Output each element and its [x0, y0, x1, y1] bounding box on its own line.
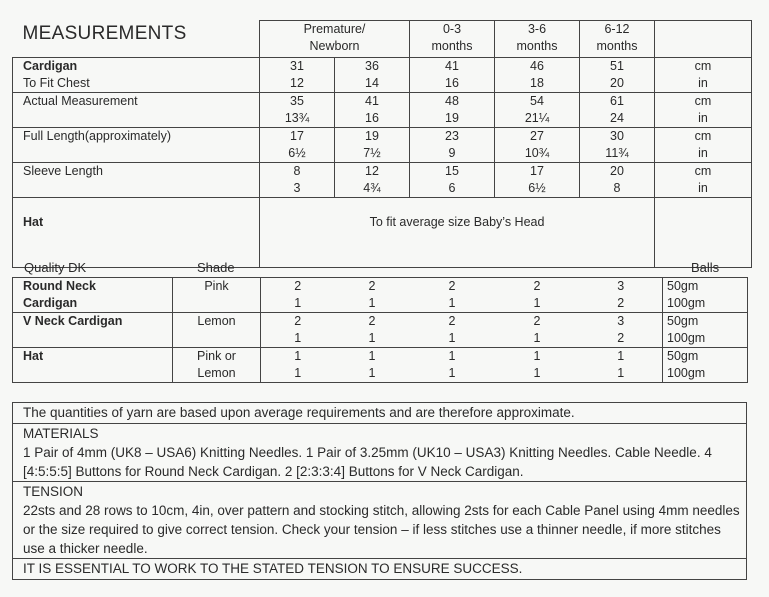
qty-cell — [410, 278, 495, 313]
value-cell — [335, 128, 410, 163]
value-cell — [580, 128, 655, 163]
in-value: 6½ — [528, 181, 546, 195]
value-cell — [580, 163, 655, 198]
measurement-row-hat — [13, 198, 752, 268]
size-header-newborn: Premature/ Newborn — [260, 21, 410, 58]
qty-cell — [410, 348, 495, 383]
in-value: 12 — [290, 76, 304, 90]
qty-cell — [580, 278, 663, 313]
yarn-quality: Quality DK — [24, 260, 87, 275]
size-header-0-3: 0-3 months — [410, 21, 495, 58]
cm-value: 48 — [445, 94, 459, 108]
tension-header: TENSION — [23, 484, 84, 499]
in-value: 8 — [613, 181, 621, 195]
weight-cell — [663, 313, 748, 348]
row-label-main: Cardigan — [23, 59, 78, 73]
unit-cm: cm — [694, 59, 712, 73]
hat-label: Hat — [13, 198, 260, 268]
row-label — [13, 58, 260, 93]
cm-value: 31 — [290, 59, 304, 73]
value-cell — [495, 128, 580, 163]
qty-50: 2 — [533, 279, 541, 293]
qty-100: 1 — [294, 366, 302, 380]
unit-header-empty — [655, 21, 752, 58]
qty-50: 3 — [617, 314, 625, 328]
yarn-row-v-neck — [13, 313, 748, 348]
weight-50: 50gm — [667, 279, 699, 293]
weight-100: 100gm — [667, 366, 706, 380]
row-label-sub: To Fit Chest — [23, 76, 90, 90]
cm-value: 54 — [530, 94, 544, 108]
qty-100: 1 — [368, 331, 376, 345]
weight-50: 50gm — [667, 349, 699, 363]
qty-50: 2 — [448, 314, 456, 328]
row-label-main: Sleeve Length — [23, 164, 103, 178]
cm-value: 17 — [530, 164, 544, 178]
qty-cell — [335, 348, 410, 383]
qty-100: 1 — [533, 366, 541, 380]
value-cell — [495, 93, 580, 128]
cm-value: 35 — [290, 94, 304, 108]
unit-cell — [655, 93, 752, 128]
shade-cell: Pink or Lemon — [173, 348, 261, 383]
hat-fit-text: To fit average size Baby’s Head — [260, 198, 655, 268]
measurements-table — [12, 20, 752, 268]
in-value: 4¾ — [363, 181, 381, 195]
yarn-item-label: V Neck Cardigan — [13, 313, 173, 348]
tension-warning: IT IS ESSENTIAL TO WORK TO THE STATED TENSION TO ENSURE SUCCESS. — [13, 559, 747, 580]
value-cell — [410, 163, 495, 198]
row-label-main: Full Length(approximately) — [23, 129, 171, 143]
materials-header: MATERIALS — [23, 426, 99, 441]
qty-100: 1 — [368, 296, 376, 310]
in-value: 19 — [445, 111, 459, 125]
measurements-title-cell — [13, 21, 260, 58]
unit-cm: cm — [694, 129, 712, 143]
unit-cell — [655, 128, 752, 163]
qty-cell — [580, 313, 663, 348]
qty-100: 1 — [294, 331, 302, 345]
qty-100: 1 — [448, 331, 456, 345]
qty-100: 1 — [448, 366, 456, 380]
qty-cell — [495, 348, 580, 383]
qty-50: 2 — [368, 314, 376, 328]
unit-cm: cm — [694, 94, 712, 108]
yarn-row-hat — [13, 348, 748, 383]
qty-cell — [580, 348, 663, 383]
in-value: 18 — [530, 76, 544, 90]
weight-cell — [663, 348, 748, 383]
yarn-item-label: Round Neck Cardigan — [13, 278, 173, 313]
qty-cell — [495, 278, 580, 313]
qty-100: 2 — [617, 296, 625, 310]
in-value: 21¼ — [524, 111, 550, 125]
in-value: 16 — [365, 111, 379, 125]
in-value: 14 — [365, 76, 379, 90]
qty-100: 2 — [617, 331, 625, 345]
qty-50: 3 — [617, 279, 625, 293]
shade-cell: Pink — [173, 278, 261, 313]
in-value: 9 — [448, 146, 456, 160]
unit-cell — [655, 58, 752, 93]
qty-50: 1 — [294, 349, 302, 363]
in-value: 13¾ — [284, 111, 310, 125]
in-value: 7½ — [363, 146, 381, 160]
unit-in: in — [698, 181, 708, 195]
qty-100: 1 — [533, 331, 541, 345]
yarn-table — [12, 277, 748, 383]
cm-value: 19 — [365, 129, 379, 143]
in-value: 16 — [445, 76, 459, 90]
materials-box — [12, 402, 747, 580]
value-cell — [335, 163, 410, 198]
cm-value: 30 — [610, 129, 624, 143]
measurement-row-sleeve — [13, 163, 752, 198]
materials-text: 1 Pair of 4mm (UK8 – USA6) Knitting Needles. 1 Pair of 3.25mm (UK10 – USA3) Knitting Needles. Cable Needle. 4 [4:5:5:5] Buttons for Round Neck Cardigan. 2 [2:3:3:4] Buttons for V Neck Cardigan. — [23, 445, 712, 479]
qty-cell — [335, 278, 410, 313]
weight-100: 100gm — [667, 331, 706, 345]
unit-in: in — [698, 111, 708, 125]
value-cell — [410, 128, 495, 163]
qty-50: 2 — [294, 279, 302, 293]
qty-50: 1 — [533, 349, 541, 363]
materials-section — [13, 424, 747, 482]
cm-value: 41 — [445, 59, 459, 73]
measurement-row-chest — [13, 58, 752, 93]
tension-text: 22sts and 28 rows to 10cm, 4in, over pattern and stocking stitch, allowing 2sts for each Cable Panel using 4mm needles or the size required to give correct tension. Check your tension – if less stitches use a thinner needle, if more stitches use a thicker needle. — [23, 503, 740, 556]
qty-50: 1 — [368, 349, 376, 363]
cm-value: 23 — [445, 129, 459, 143]
qty-100: 1 — [294, 296, 302, 310]
in-value: 6 — [448, 181, 456, 195]
measurements-title: MEASUREMENTS — [22, 22, 187, 44]
qty-50: 1 — [448, 349, 456, 363]
qty-cell — [335, 313, 410, 348]
qty-cell — [261, 278, 335, 313]
row-label-main: Actual Measurement — [23, 94, 138, 108]
row-label — [13, 128, 260, 163]
value-cell — [335, 58, 410, 93]
in-value: 3 — [293, 181, 301, 195]
tension-section — [13, 482, 747, 559]
cm-value: 27 — [530, 129, 544, 143]
value-cell — [260, 163, 335, 198]
value-cell — [260, 58, 335, 93]
qty-cell — [261, 313, 335, 348]
in-value: 20 — [610, 76, 624, 90]
unit-cell — [655, 163, 752, 198]
qty-50: 1 — [617, 349, 625, 363]
row-label — [13, 93, 260, 128]
hat-unit-empty — [655, 198, 752, 268]
value-cell — [410, 93, 495, 128]
in-value: 11¾ — [605, 146, 629, 160]
measurement-row-actual — [13, 93, 752, 128]
value-cell — [580, 93, 655, 128]
weight-100: 100gm — [667, 296, 706, 310]
in-value: 24 — [610, 111, 624, 125]
unit-in: in — [698, 76, 708, 90]
qty-100: 1 — [448, 296, 456, 310]
cm-value: 46 — [530, 59, 544, 73]
cm-value: 61 — [610, 94, 624, 108]
unit-cm: cm — [694, 164, 712, 178]
qty-50: 2 — [448, 279, 456, 293]
qty-100: 1 — [617, 366, 625, 380]
size-header-6-12: 6-12 months — [580, 21, 655, 58]
value-cell — [335, 93, 410, 128]
row-label — [13, 163, 260, 198]
qty-100: 1 — [368, 366, 376, 380]
shade-cell: Lemon — [173, 313, 261, 348]
cm-value: 8 — [293, 164, 301, 178]
qty-cell — [410, 313, 495, 348]
measurement-row-length — [13, 128, 752, 163]
in-value: 10¾ — [524, 146, 550, 160]
unit-in: in — [698, 146, 708, 160]
qty-100: 1 — [533, 296, 541, 310]
value-cell — [495, 58, 580, 93]
yarn-row-round-neck — [13, 278, 748, 313]
value-cell — [260, 128, 335, 163]
qty-50: 2 — [368, 279, 376, 293]
yarn-note: The quantities of yarn are based upon average requirements and are therefore approximate. — [13, 403, 747, 424]
qty-cell — [261, 348, 335, 383]
weight-cell — [663, 278, 748, 313]
cm-value: 41 — [365, 94, 379, 108]
yarn-item-label: Hat — [13, 348, 173, 383]
cm-value: 36 — [365, 59, 379, 73]
weight-50: 50gm — [667, 314, 699, 328]
value-cell — [410, 58, 495, 93]
cm-value: 15 — [445, 164, 459, 178]
shade-header: Shade — [197, 260, 235, 275]
value-cell — [260, 93, 335, 128]
value-cell — [580, 58, 655, 93]
qty-50: 2 — [533, 314, 541, 328]
size-header-3-6: 3-6 months — [495, 21, 580, 58]
balls-header: Balls — [691, 260, 720, 275]
qty-50: 2 — [294, 314, 302, 328]
cm-value: 12 — [365, 164, 379, 178]
qty-cell — [495, 313, 580, 348]
cm-value: 20 — [610, 164, 624, 178]
in-value: 6½ — [288, 146, 306, 160]
value-cell — [495, 163, 580, 198]
cm-value: 51 — [610, 59, 624, 73]
cm-value: 17 — [290, 129, 304, 143]
